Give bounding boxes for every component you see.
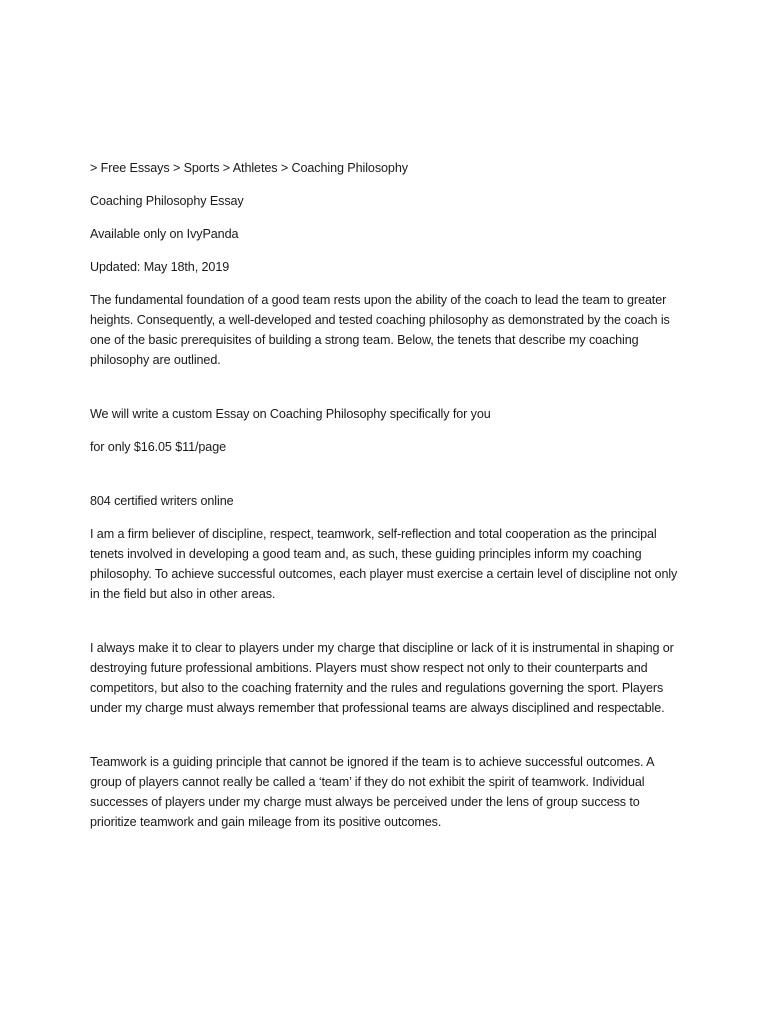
breadcrumb[interactable]: > Free Essays > Sports > Athletes > Coaching Philosophy <box>90 161 408 175</box>
updated-date: Updated: May 18th, 2019 <box>90 260 230 274</box>
writers-online-count: 804 certified writers online <box>90 494 234 508</box>
availability-note: Available only on IvyPanda <box>90 227 239 241</box>
custom-essay-offer[interactable]: We will write a custom Essay on Coaching Philosophy specifically for you <box>90 407 491 421</box>
teamwork-paragraph: Teamwork is a guiding principle that cannot be ignored if the team is to achieve successful outcomes. A group of players cannot really be called a ‘team’ if they do not exhibit the spirit of teamwork. Individual successes of players under my charge must always be perceived under the lens of group success to prioritize teamwork and gain mileage from its positive outcomes. <box>90 755 654 829</box>
intro-paragraph: The fundamental foundation of a good team rests upon the ability of the coach to lead the team to greater heights. Consequently, a well-developed and tested coaching philosophy as demonstrated by the coach is one of the basic prerequisites of building a strong team. Below, the tenets that describe my coaching philosophy are outlined. <box>90 293 670 367</box>
essay-document <box>90 158 684 832</box>
principles-paragraph: I am a firm believer of discipline, respect, teamwork, self-reflection and total cooperation as the principal tenets involved in developing a good team and, as such, these guiding principles inform my coaching philosophy. To achieve successful outcomes, each player must exercise a certain level of discipline not only in the field but also in other areas. <box>90 527 678 601</box>
price-note: for only $16.05 $11/page <box>90 440 227 454</box>
page-title: Coaching Philosophy Essay <box>90 194 244 208</box>
discipline-paragraph: I always make it to clear to players under my charge that discipline or lack of it is instrumental in shaping or destroying future professional ambitions. Players must show respect not only to their counterparts and competitors, but also to the coaching fraternity and the rules and regulations governing the sport. Players under my charge must always remember that professional teams are always disciplined and respectable. <box>90 641 674 715</box>
